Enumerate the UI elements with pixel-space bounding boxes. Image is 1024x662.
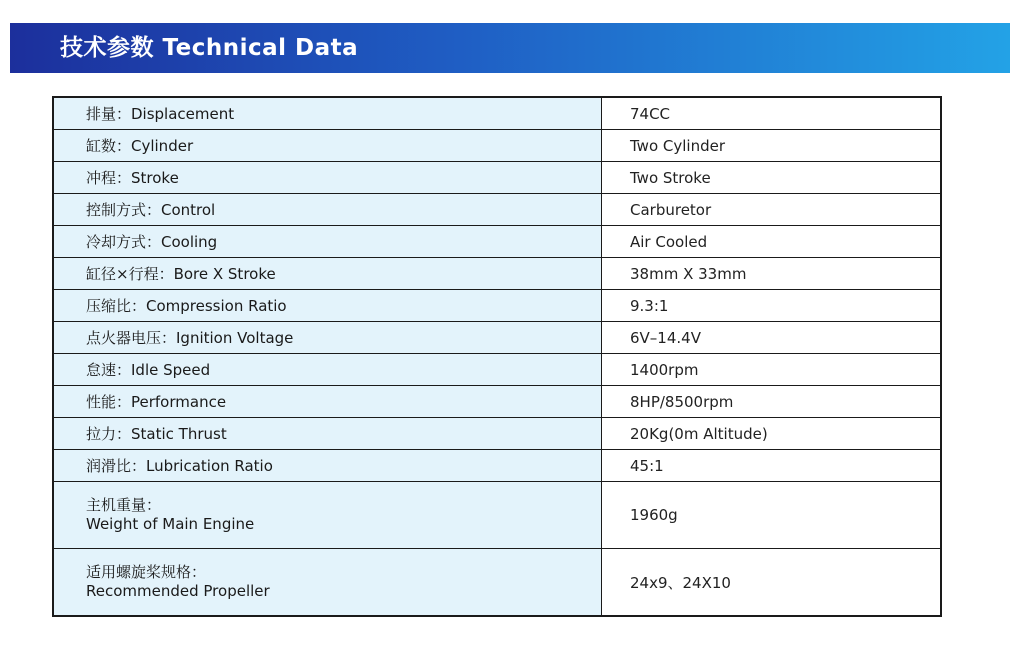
spec-label-cn: 适用螺旋桨规格： (86, 563, 207, 581)
spec-value: 8HP/8500rpm (602, 386, 942, 418)
spec-row-stroke (53, 162, 941, 194)
spec-value: 24x9、24X10 (602, 549, 942, 617)
spec-label: 缸数：Cylinder (53, 130, 602, 162)
spec-label: 点火器电压：Ignition Voltage (53, 322, 602, 354)
spec-row-propeller (53, 549, 941, 617)
spec-label: 怠速：Idle Speed (53, 354, 602, 386)
spec-row-displacement (53, 97, 941, 130)
spec-label: 控制方式：Control (53, 194, 602, 226)
spec-label (53, 482, 602, 549)
spec-row-performance (53, 386, 941, 418)
spec-label: 拉力：Static Thrust (53, 418, 602, 450)
spec-value: 45:1 (602, 450, 942, 482)
spec-value: Two Cylinder (602, 130, 942, 162)
page-title: 技术参数 Technical Data (60, 35, 359, 61)
spec-table (52, 96, 942, 617)
spec-row-idle-speed (53, 354, 941, 386)
spec-row-lubrication-ratio (53, 450, 941, 482)
spec-value: 1400rpm (602, 354, 942, 386)
spec-value: Air Cooled (602, 226, 942, 258)
spec-row-engine-weight (53, 482, 941, 549)
spec-label-en: Weight of Main Engine (86, 515, 255, 533)
spec-value: Two Stroke (602, 162, 942, 194)
spec-label: 冷却方式：Cooling (53, 226, 602, 258)
spec-row-cooling (53, 226, 941, 258)
spec-row-bore-stroke (53, 258, 941, 290)
spec-label-en: Recommended Propeller (86, 582, 270, 600)
title-banner (10, 23, 1010, 73)
spec-row-cylinder (53, 130, 941, 162)
spec-label (53, 549, 602, 617)
spec-value: 74CC (602, 97, 942, 130)
spec-row-compression-ratio (53, 290, 941, 322)
spec-value: Carburetor (602, 194, 942, 226)
spec-row-static-thrust (53, 418, 941, 450)
spec-value: 20Kg(0m Altitude) (602, 418, 942, 450)
spec-label: 性能：Performance (53, 386, 602, 418)
spec-label: 排量：Displacement (53, 97, 602, 130)
spec-value: 38mm X 33mm (602, 258, 942, 290)
spec-label: 压缩比：Compression Ratio (53, 290, 602, 322)
spec-row-ignition-voltage (53, 322, 941, 354)
spec-value: 9.3:1 (602, 290, 942, 322)
spec-value: 6V–14.4V (602, 322, 942, 354)
spec-label-cn: 主机重量： (86, 496, 162, 514)
spec-row-control (53, 194, 941, 226)
spec-label: 润滑比：Lubrication Ratio (53, 450, 602, 482)
spec-value: 1960g (602, 482, 942, 549)
spec-label: 缸径×行程：Bore X Stroke (53, 258, 602, 290)
spec-label: 冲程：Stroke (53, 162, 602, 194)
